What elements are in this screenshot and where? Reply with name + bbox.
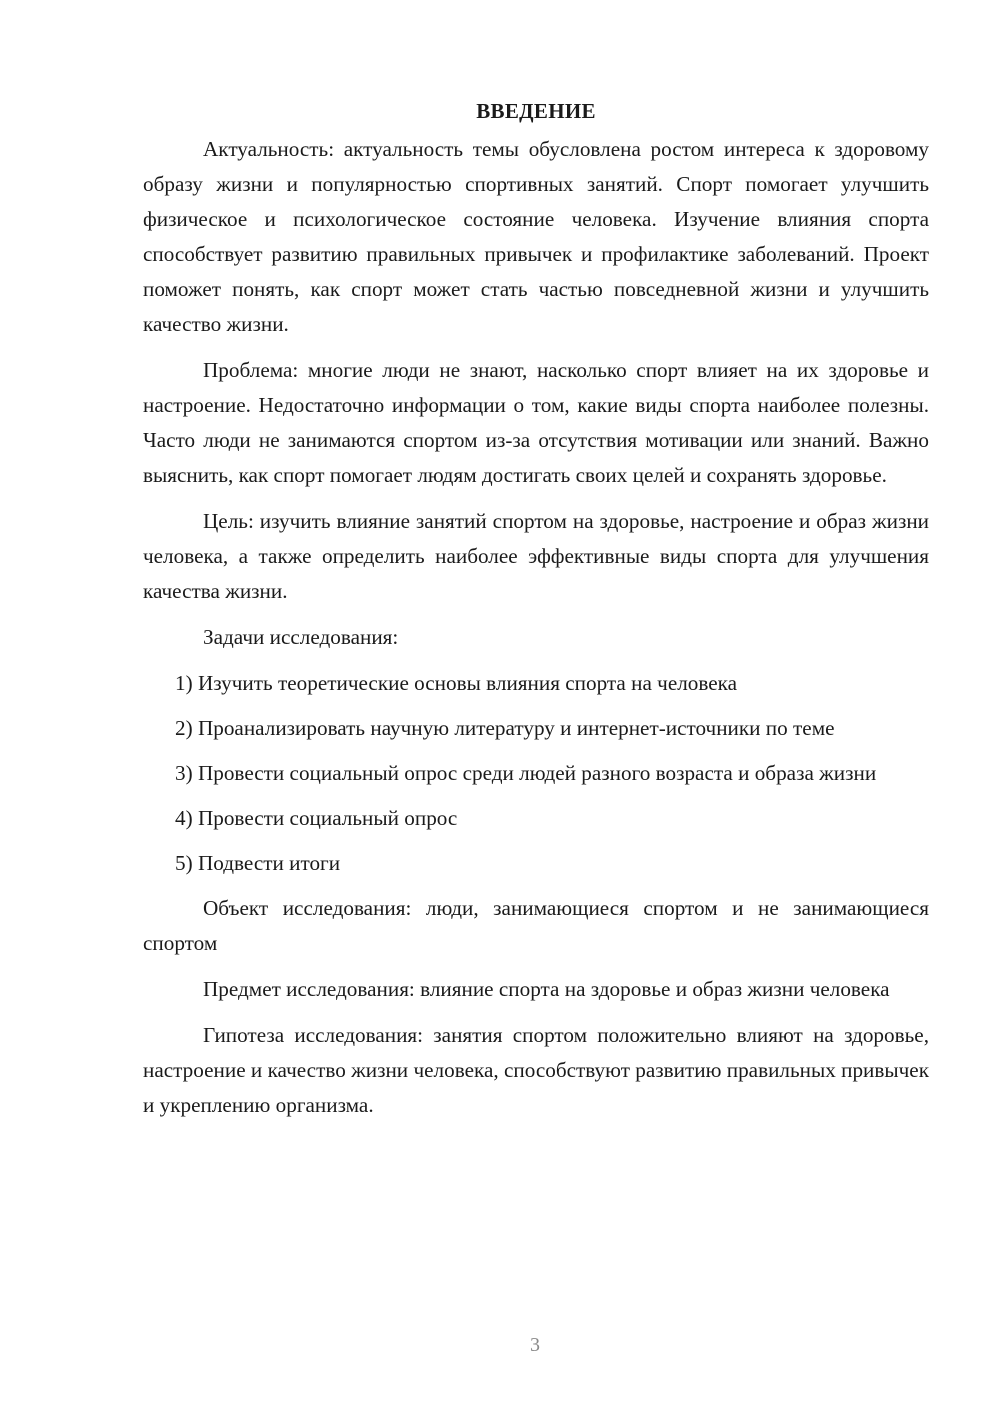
task-item-2: 2) Проанализировать научную литературу и интернет-источники по теме [175,716,835,740]
paragraph-subject: Предмет исследования: влияние спорта на здоровье и образ жизни человека [203,977,890,1001]
paragraph-relevance: Актуальность: актуальность темы обусловлена ростом интереса к здоровому образу жизни и популярностью спортивных занятий. Спорт помогает улучшить физическое и психологическое состояние человека. Изучение влияния спорта способствует развитию правильных привычек и профилактике заболеваний. Проект поможет понять, как спорт может стать частью повседневной жизни и улучшить качество жизни. [143,137,929,336]
task-item-4: 4) Провести социальный опрос [175,806,458,830]
paragraph-goal: Цель: изучить влияние занятий спортом на здоровье, настроение и образ жизни человека, а также определить наиболее эффективные виды спорта для улучшения качества жизни. [143,509,929,603]
task-item-5: 5) Подвести итоги [175,851,341,875]
task-item-1: 1) Изучить теоретические основы влияния спорта на человека [175,671,738,695]
document-page [143,94,929,1134]
paragraph-problem: Проблема: многие люди не знают, насколько спорт влияет на их здоровье и настроение. Недостаточно информации о том, какие виды спорта наиболее полезны. Часто люди не занимаются спортом из-за отсутствия мотивации или знаний. Важно выяснить, как спорт помогает людям достигать своих целей и сохранять здоровье. [143,358,929,487]
page-number: 3 [530,1334,540,1356]
task-item-3: 3) Провести социальный опрос среди людей разного возраста и образа жизни [175,761,877,785]
section-title: ВВЕДЕНИЕ [476,99,596,123]
paragraph-hypothesis: Гипотеза исследования: занятия спортом положительно влияют на здоровье, настроение и качество жизни человека, способствуют развитию правильных привычек и укреплению организма. [143,1023,929,1117]
paragraph-tasks-heading: Задачи исследования: [203,625,399,649]
paragraph-object: Объект исследования: люди, занимающиеся спортом и не занимающиеся спортом [143,896,929,955]
